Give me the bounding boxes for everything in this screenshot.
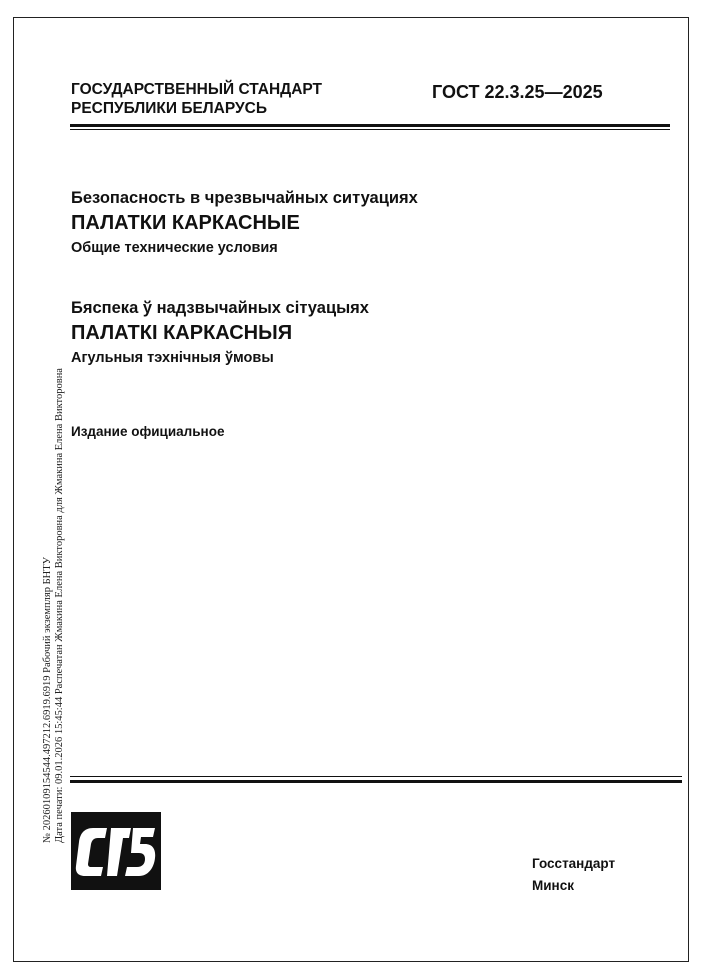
belarusian-title-block	[71, 298, 369, 368]
header-rule-thick	[70, 124, 670, 127]
russian-category: Безопасность в чрезвычайных ситуациях	[71, 189, 418, 207]
header-rule-thin	[70, 129, 670, 130]
gosstandart-logo-icon	[71, 812, 161, 890]
issuing-authority	[71, 80, 322, 118]
footer-rule-thin	[70, 776, 682, 777]
publisher-block	[532, 853, 615, 897]
authority-line-1: ГОСУДАРСТВЕННЫЙ СТАНДАРТ	[71, 81, 323, 98]
belarusian-subtitle: Агульныя тэхнічныя ўмовы	[71, 350, 274, 366]
standard-number: ГОСТ 22.3.25—2025	[432, 82, 603, 102]
edition-note: Издание официальное	[71, 424, 225, 439]
russian-subtitle: Общие технические условия	[71, 240, 278, 256]
footer-rule-thick	[70, 780, 682, 783]
russian-title-block	[71, 188, 418, 258]
print-stamp-line-2: Дата печати: 09.01.2026 15:45:44 Распечатан Жмакина Елена Викторовна для Жмакина Елена Викторовна	[54, 368, 65, 843]
publisher-name: Госстандарт	[532, 856, 616, 871]
gosstandart-logo-graphic	[71, 812, 161, 890]
authority-line-2: РЕСПУБЛИКИ БЕЛАРУСЬ	[71, 100, 267, 117]
print-stamp-line-1: № 20260109154544.497212.6919.6919 Рабочий экземпляр БНТУ	[42, 556, 53, 843]
publisher-city: Минск	[532, 878, 574, 893]
belarusian-category: Бяспека ў надзвычайных сітуацыях	[71, 299, 369, 317]
belarusian-title: ПАЛАТКІ КАРКАСНЫЯ	[71, 322, 293, 344]
russian-title: ПАЛАТКИ КАРКАСНЫЕ	[71, 212, 300, 234]
